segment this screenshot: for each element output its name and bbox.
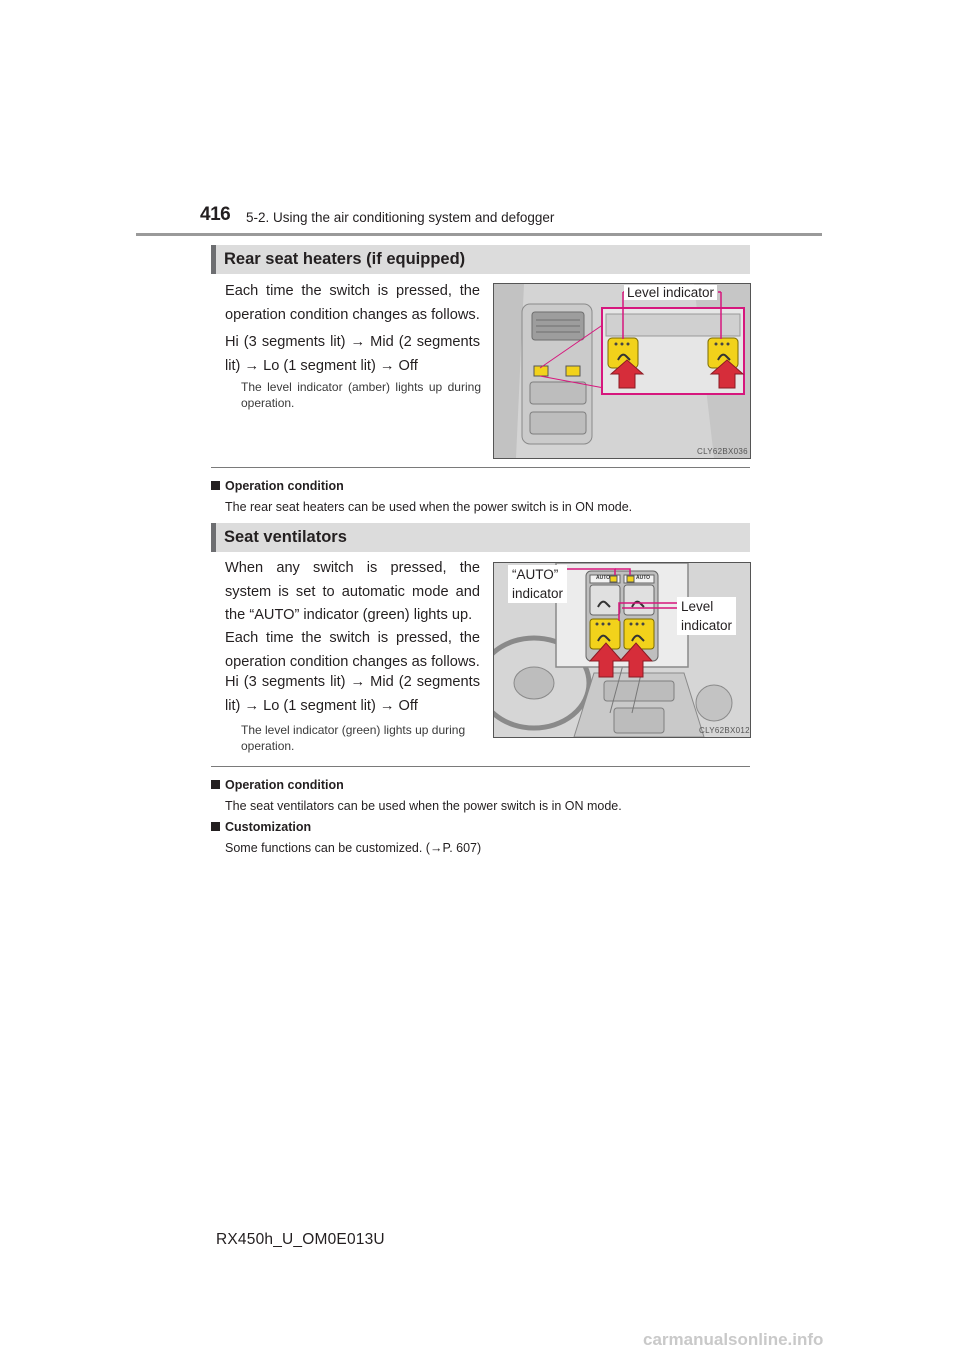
- page-number: 416: [200, 204, 231, 225]
- section-header-rear-heaters: [211, 245, 750, 274]
- section-header-ventilators: [211, 523, 750, 552]
- ventilator-level-indicator-label: [677, 597, 736, 635]
- ventilators-para-2: Each time the switch is pressed, the operation condition changes as follows.: [225, 630, 480, 670]
- rear-seat-heater-figure: [493, 283, 751, 459]
- auto-indicator-label: [508, 565, 567, 603]
- level-indicator-label: Level indicator: [624, 285, 717, 300]
- op-condition-heading: [211, 778, 344, 792]
- figure-code: CLY62BX036: [697, 447, 748, 456]
- rear-heaters-note: The level indicator (amber) lights up during operation.: [241, 380, 481, 410]
- section-accent: [211, 245, 216, 274]
- level-indicator-label-line-1: Level: [681, 599, 714, 614]
- section-divider: [211, 467, 750, 468]
- bullet-square-icon: [211, 481, 220, 490]
- op-condition-heading-text: Operation condition: [225, 778, 344, 792]
- section-accent: [211, 523, 216, 552]
- watermark: carmanualsonline.info: [643, 1330, 824, 1349]
- customization-heading: [211, 820, 311, 834]
- section-title: Seat ventilators: [224, 528, 347, 546]
- auto-indicator-label-line-1: “AUTO”: [512, 567, 559, 582]
- chapter-title: 5-2. Using the air conditioning system and defogger: [246, 210, 555, 225]
- op-condition-text: The rear seat heaters can be used when the power switch is in ON mode.: [225, 500, 633, 514]
- bullet-square-icon: [211, 780, 220, 789]
- bullet-square-icon: [211, 822, 220, 831]
- op-condition-heading: [211, 479, 344, 493]
- header-rule: [136, 233, 822, 236]
- level-indicator-label-line-2: indicator: [681, 618, 733, 633]
- document-code: RX450h_U_OM0E013U: [216, 1231, 385, 1248]
- auto-indicator-label-line-2: indicator: [512, 586, 564, 601]
- ventilators-para-3: Hi (3 segments lit) → Mid (2 segments lit) → Lo (1 segment lit) → Off: [225, 674, 480, 714]
- customization-heading-text: Customization: [225, 820, 312, 834]
- op-condition-text: The seat ventilators can be used when the power switch is in ON mode.: [225, 799, 622, 813]
- switch-auto-text-left: AUTO: [596, 575, 611, 581]
- seat-ventilator-figure: [493, 562, 751, 738]
- rear-heaters-para-1: Each time the switch is pressed, the operation condition changes as follows.: [225, 283, 480, 323]
- section-title: Rear seat heaters (if equipped): [224, 250, 466, 268]
- section-divider: [211, 766, 750, 767]
- op-condition-heading-text: Operation condition: [225, 479, 344, 493]
- ventilators-para-1: When any switch is pressed, the system is set to automatic mode and the “AUTO” indicator (green) lights up.: [225, 560, 480, 623]
- customization-text: Some functions can be customized. (→P. 607): [225, 841, 482, 855]
- figure-code: CLY62BX012: [699, 726, 750, 735]
- rear-heaters-para-2: Hi (3 segments lit) → Mid (2 segments lit) → Lo (1 segment lit) → Off: [225, 334, 480, 374]
- switch-auto-text-right: AUTO: [636, 575, 651, 581]
- rear-console-illustration: [494, 284, 750, 458]
- ventilators-note: The level indicator (green) lights up during operation.: [241, 723, 466, 753]
